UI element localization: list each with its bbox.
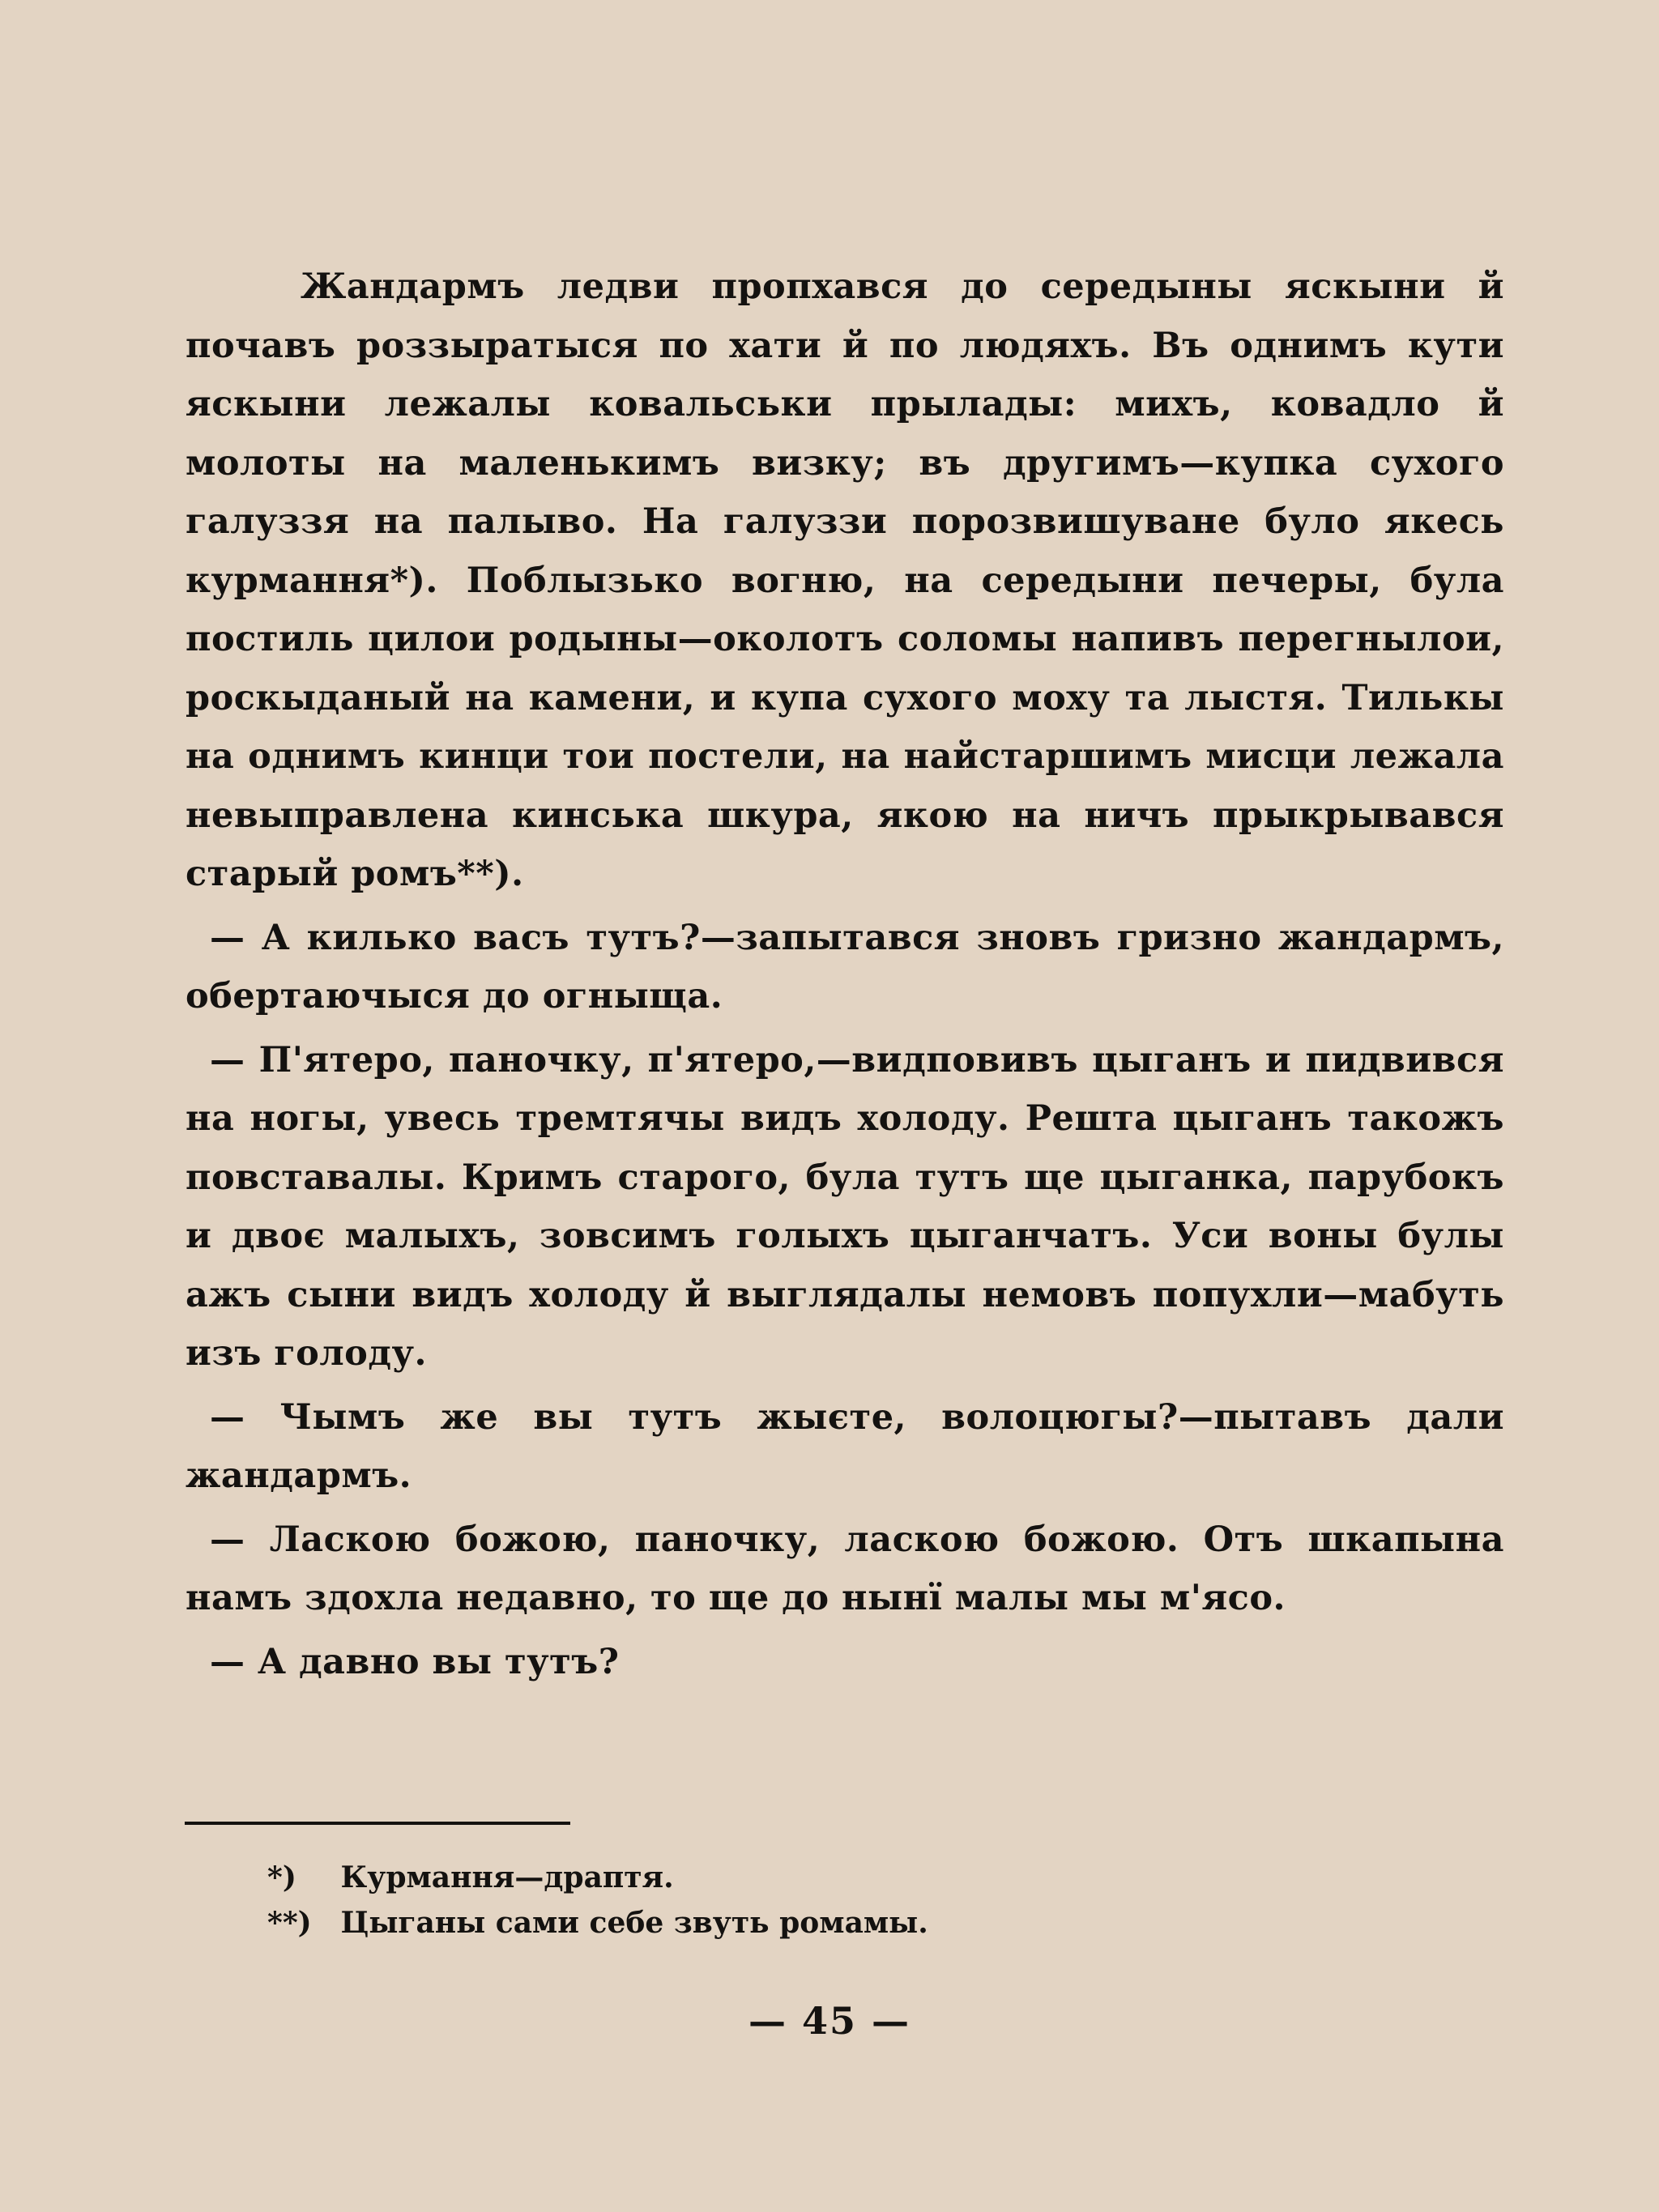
footnote [267, 1900, 1401, 1946]
paragraph-dialogue: — Ласкою божою, паночку, ласкою божою. Отъ шкапына намъ здохла недавно, то ще до нынї малы мы м'ясо. [186, 1519, 1504, 1618]
paragraph-dialogue: — Чымъ же вы тутъ жыєте, волоцюгы?—пытавъ дали жандармъ. [186, 1396, 1504, 1496]
paragraph-dialogue: — А килько васъ тутъ?—запытався зновъ гризно жандармъ, обертаючыся до огныща. [186, 917, 1504, 1016]
footnote-mark: *) [267, 1860, 296, 1894]
footnote-text: Цыганы сами себе звуть ромамы. [340, 1906, 928, 1940]
footnote-text: Курмання—драптя. [340, 1860, 674, 1894]
footnote-mark: **) [267, 1906, 312, 1940]
paragraph-dialogue: — А давно вы тутъ? [210, 1641, 620, 1682]
footnote-divider [185, 1822, 570, 1825]
paragraph-narration: Жандармъ ледви пропхався до середыны яскыни й почавъ роззыратыся по хати й по людяхъ. Въ однимъ кути яскыни лежалы ковальськи прылады: михъ, ковадло й молоты на маленькимъ визку; въ другимъ—купка сухого галуззя на палыво. На галуззи порозвишуване було якесь курмання*). Поблызько вогню, на середыни печеры, була постиль цилои родыны—околотъ соломы напивъ перегнылои, роскыданый на камени, и купа сухого моху та лыстя. Тилькы на однимъ кинци тои постели, на найстаршимъ мисци лежала невыправлена кинська шкура, якою на ничъ прыкрывався старый ромъ**). [186, 266, 1504, 894]
page-number: — 45 — [748, 1999, 911, 2043]
footnote [267, 1855, 1401, 1900]
main-text [186, 258, 1504, 1691]
paragraph-dialogue: — П'ятеро, паночку, п'ятеро,—видповивъ цыганъ и пидвився на ногы, увесь тремтячы видъ холоду. Решта цыганъ такожъ повставалы. Кримъ старого, була тутъ ще цыганка, парубокъ и двоє малыхъ, зовсимъ голыхъ цыганчатъ. Уси воны булы ажъ сыни видъ холоду й выглядалы немовъ попухли—мабуть изъ голоду. [186, 1039, 1504, 1374]
footnotes [267, 1855, 1401, 1946]
